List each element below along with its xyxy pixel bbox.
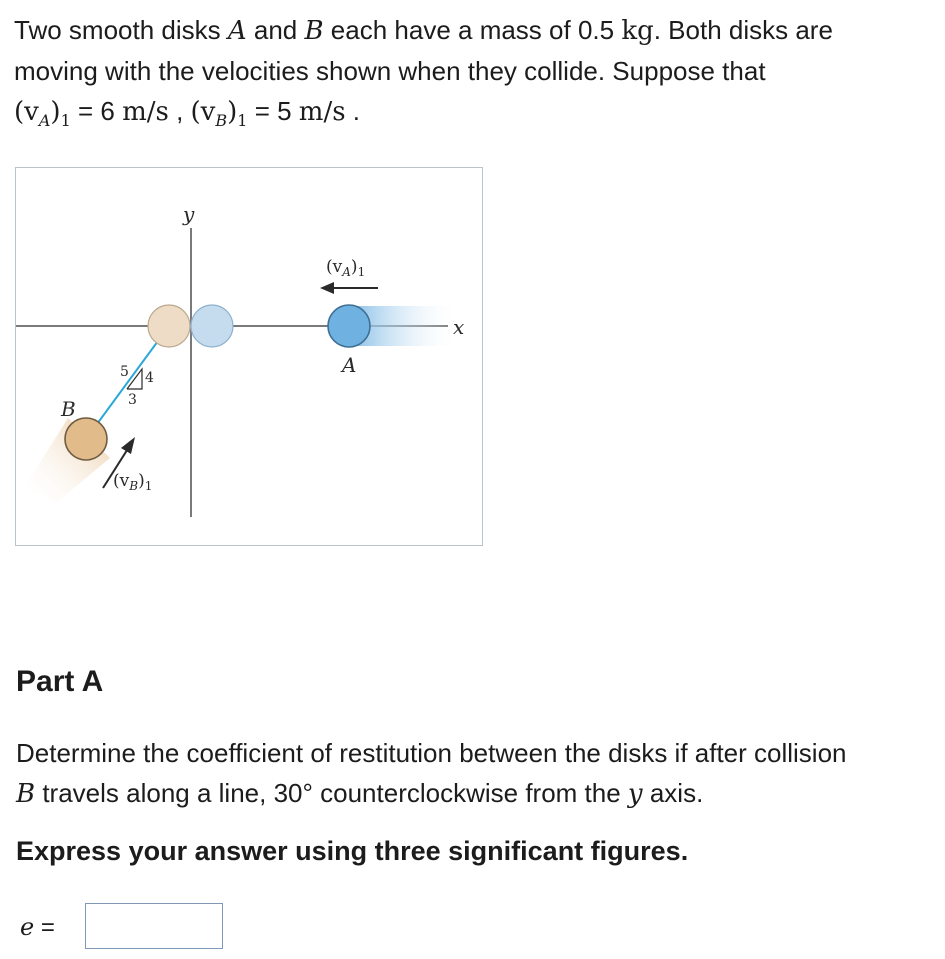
vb-label: $(v_B)_1$ xyxy=(113,471,153,493)
vb-expression: $(v_B)_1$ xyxy=(190,97,248,130)
degree-symbol: ° xyxy=(302,778,313,808)
disk-b-symbol: B xyxy=(16,779,36,809)
disk-b xyxy=(65,418,107,460)
problem-text: . xyxy=(345,96,361,126)
y-axis-label: y xyxy=(183,202,195,226)
triangle-vert-label: 4 xyxy=(145,370,154,386)
mass-unit: kg xyxy=(621,16,654,46)
va-unit: m/s xyxy=(122,97,169,127)
answer-row xyxy=(20,903,55,951)
question-text-part: Determine the coefficient of restitution between the disks if after collision xyxy=(16,738,847,768)
disk-a xyxy=(328,305,370,347)
disk-b-ghost xyxy=(148,305,190,347)
va-expression: $(v_A)_1$ xyxy=(14,97,71,130)
collision-diagram xyxy=(16,168,482,545)
problem-line-2 xyxy=(14,51,929,91)
question-text xyxy=(16,733,941,814)
coefficient-answer-input[interactable] xyxy=(85,903,223,949)
disk-a-label: A xyxy=(342,353,357,377)
problem-line-1 xyxy=(14,10,929,51)
problem-text: Two smooth disks xyxy=(14,15,228,45)
question-line-1 xyxy=(16,733,941,773)
disk-a-symbol: A xyxy=(227,16,247,46)
collision-figure xyxy=(15,167,483,546)
va-label: $(v_A)_1$ xyxy=(326,257,366,279)
problem-text: each have a mass of 0.5 xyxy=(323,15,622,45)
problem-text: moving with the velocities shown when they collide. Suppose that xyxy=(14,56,766,86)
disk-b-symbol: B xyxy=(304,16,324,46)
question-text-part: axis. xyxy=(642,778,704,808)
vb-arrowhead xyxy=(121,437,135,454)
question-text-part: counterclockwise from the xyxy=(312,778,628,808)
x-axis-label: x xyxy=(453,315,465,339)
question-text-part: travels along a line, 30 xyxy=(35,778,303,808)
problem-statement xyxy=(14,10,929,141)
part-title: Part A xyxy=(16,665,104,698)
disk-b-label: B xyxy=(61,397,76,421)
triangle-horiz-label: 3 xyxy=(128,392,137,408)
disk-a-ghost xyxy=(191,305,233,347)
vb-value: = 5 xyxy=(247,96,299,126)
axis-symbol: y xyxy=(627,779,643,809)
va-value: = 6 xyxy=(70,96,123,126)
problem-text: and xyxy=(246,15,305,45)
vb-unit: m/s xyxy=(298,97,346,127)
separator: , xyxy=(168,96,191,126)
answer-label: e = xyxy=(20,912,55,941)
problem-text: . Both disks are xyxy=(653,15,833,45)
problem-line-3 xyxy=(14,91,929,141)
va-arrowhead xyxy=(320,282,334,294)
answer-instruction: Express your answer using three significant figures. xyxy=(16,836,689,866)
question-line-2 xyxy=(16,773,941,814)
triangle-hyp-label: 5 xyxy=(120,364,129,380)
